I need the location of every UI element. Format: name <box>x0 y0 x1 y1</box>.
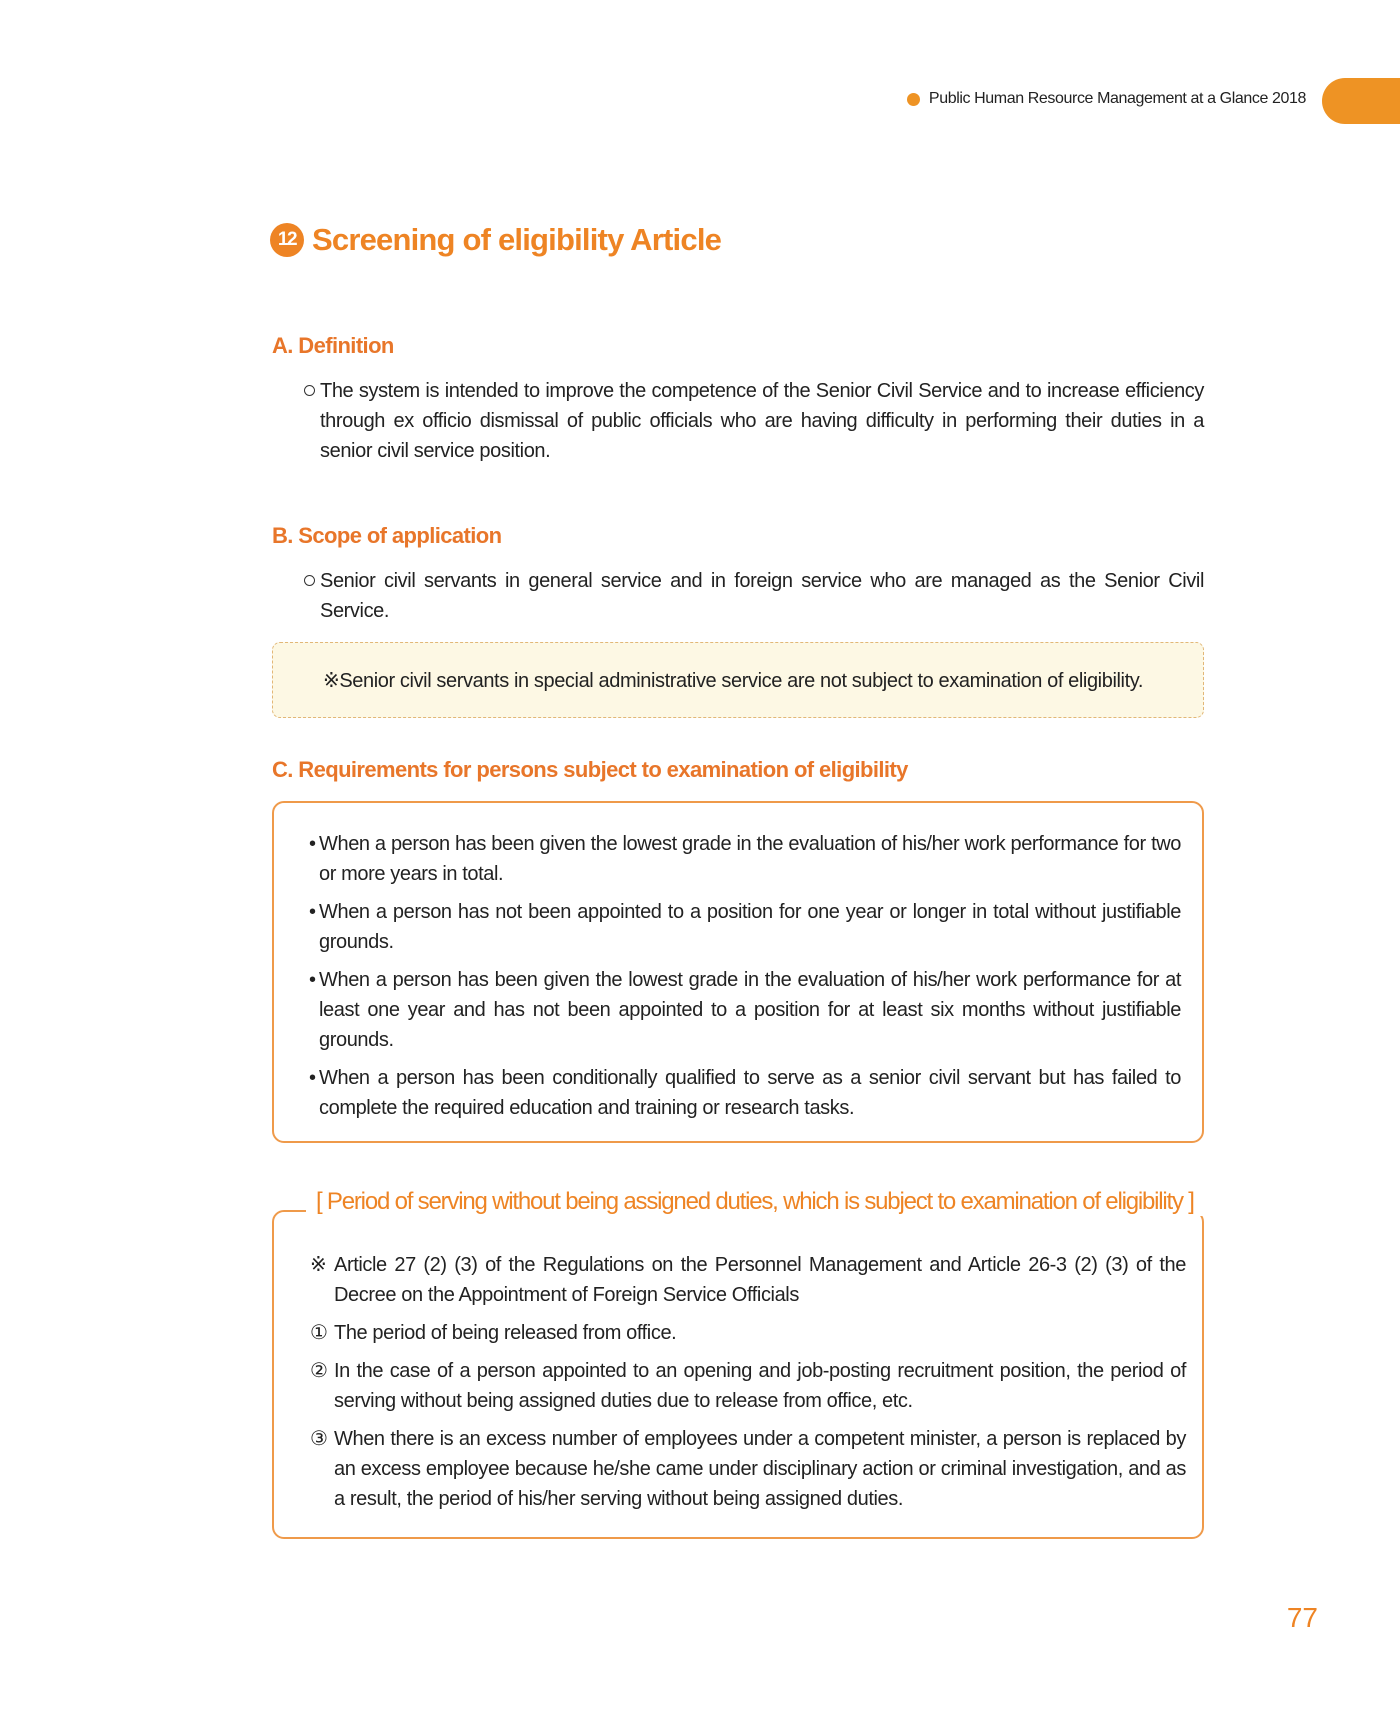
period-box-title: [ Period of serving without being assigned duties, which is subject to examination of eligibility ] <box>306 1188 1204 1216</box>
circled-number: ③ <box>310 1428 328 1450</box>
running-title: Public Human Resource Management at a Glance 2018 <box>928 90 1306 107</box>
bullet-dot-icon <box>907 93 920 106</box>
period-item: ① The period of being released from office. <box>310 1318 1186 1348</box>
bullet-icon: • <box>309 901 316 923</box>
definition-text: The system is intended to improve the competence of the Senior Civil Service and to increase efficiency through ex officio dismissal of public officials who are having difficulty in performing their duties in a senior civil service position. <box>320 380 1204 462</box>
bullet-icon: • <box>309 1067 316 1089</box>
period-box <box>272 1188 1204 1539</box>
circled-number: ① <box>310 1322 328 1344</box>
chapter-tab <box>1322 78 1400 124</box>
circled-number: ② <box>310 1360 328 1382</box>
definition-paragraph <box>304 376 1204 466</box>
circle-bullet-icon <box>304 385 315 396</box>
scope-note: ※Senior civil servants in special administrative service are not subject to examination of eligibility. <box>323 669 1144 692</box>
section-title <box>270 222 721 258</box>
scope-paragraph <box>304 566 1204 626</box>
scope-note-box <box>272 642 1204 718</box>
reference-mark: ※ <box>310 1254 327 1276</box>
period-item: ② In the case of a person appointed to an opening and job-posting recruitment position, the period of serving without being assigned duties due to release from office, etc. <box>310 1356 1186 1416</box>
period-item: ③ When there is an excess number of employees under a competent minister, a person is replaced by an excess employee because he/she came under disciplinary action or criminal investigation, and as a result, the period of his/her serving without being assigned duties. <box>310 1424 1186 1514</box>
section-title-text: Screening of eligibility Article <box>312 222 722 257</box>
requirements-box <box>272 801 1204 1143</box>
period-reference: ※ Article 27 (2) (3) of the Regulations on the Personnel Management and Article 26-3 (2) (3) of the Decree on the Appointment of Foreign Service Officials <box>310 1250 1186 1310</box>
requirement-item: • When a person has been given the lowest grade in the evaluation of his/her work performance for two or more years in total. <box>309 829 1181 889</box>
requirement-item: • When a person has been given the lowest grade in the evaluation of his/her work performance for at least one year and has not been appointed to a position for at least six months without justifiable grounds. <box>309 965 1181 1055</box>
scope-text: Senior civil servants in general service and in foreign service who are managed as the Senior Civil Service. <box>320 570 1204 622</box>
section-number-badge: 12 <box>270 223 304 257</box>
page-number: 77 <box>1286 1602 1318 1633</box>
requirement-item: • When a person has been conditionally qualified to serve as a senior civil servant but has failed to complete the required education and training or research tasks. <box>309 1063 1181 1123</box>
circle-bullet-icon <box>304 575 315 586</box>
bullet-icon: • <box>309 833 316 855</box>
requirement-item: • When a person has not been appointed to a position for one year or longer in total without justifiable grounds. <box>309 897 1181 957</box>
scope-heading: B. Scope of application <box>272 523 502 548</box>
requirements-heading: C. Requirements for persons subject to examination of eligibility <box>272 757 908 782</box>
running-header <box>907 90 1306 108</box>
definition-heading: A. Definition <box>272 333 394 358</box>
bullet-icon: • <box>309 969 316 991</box>
